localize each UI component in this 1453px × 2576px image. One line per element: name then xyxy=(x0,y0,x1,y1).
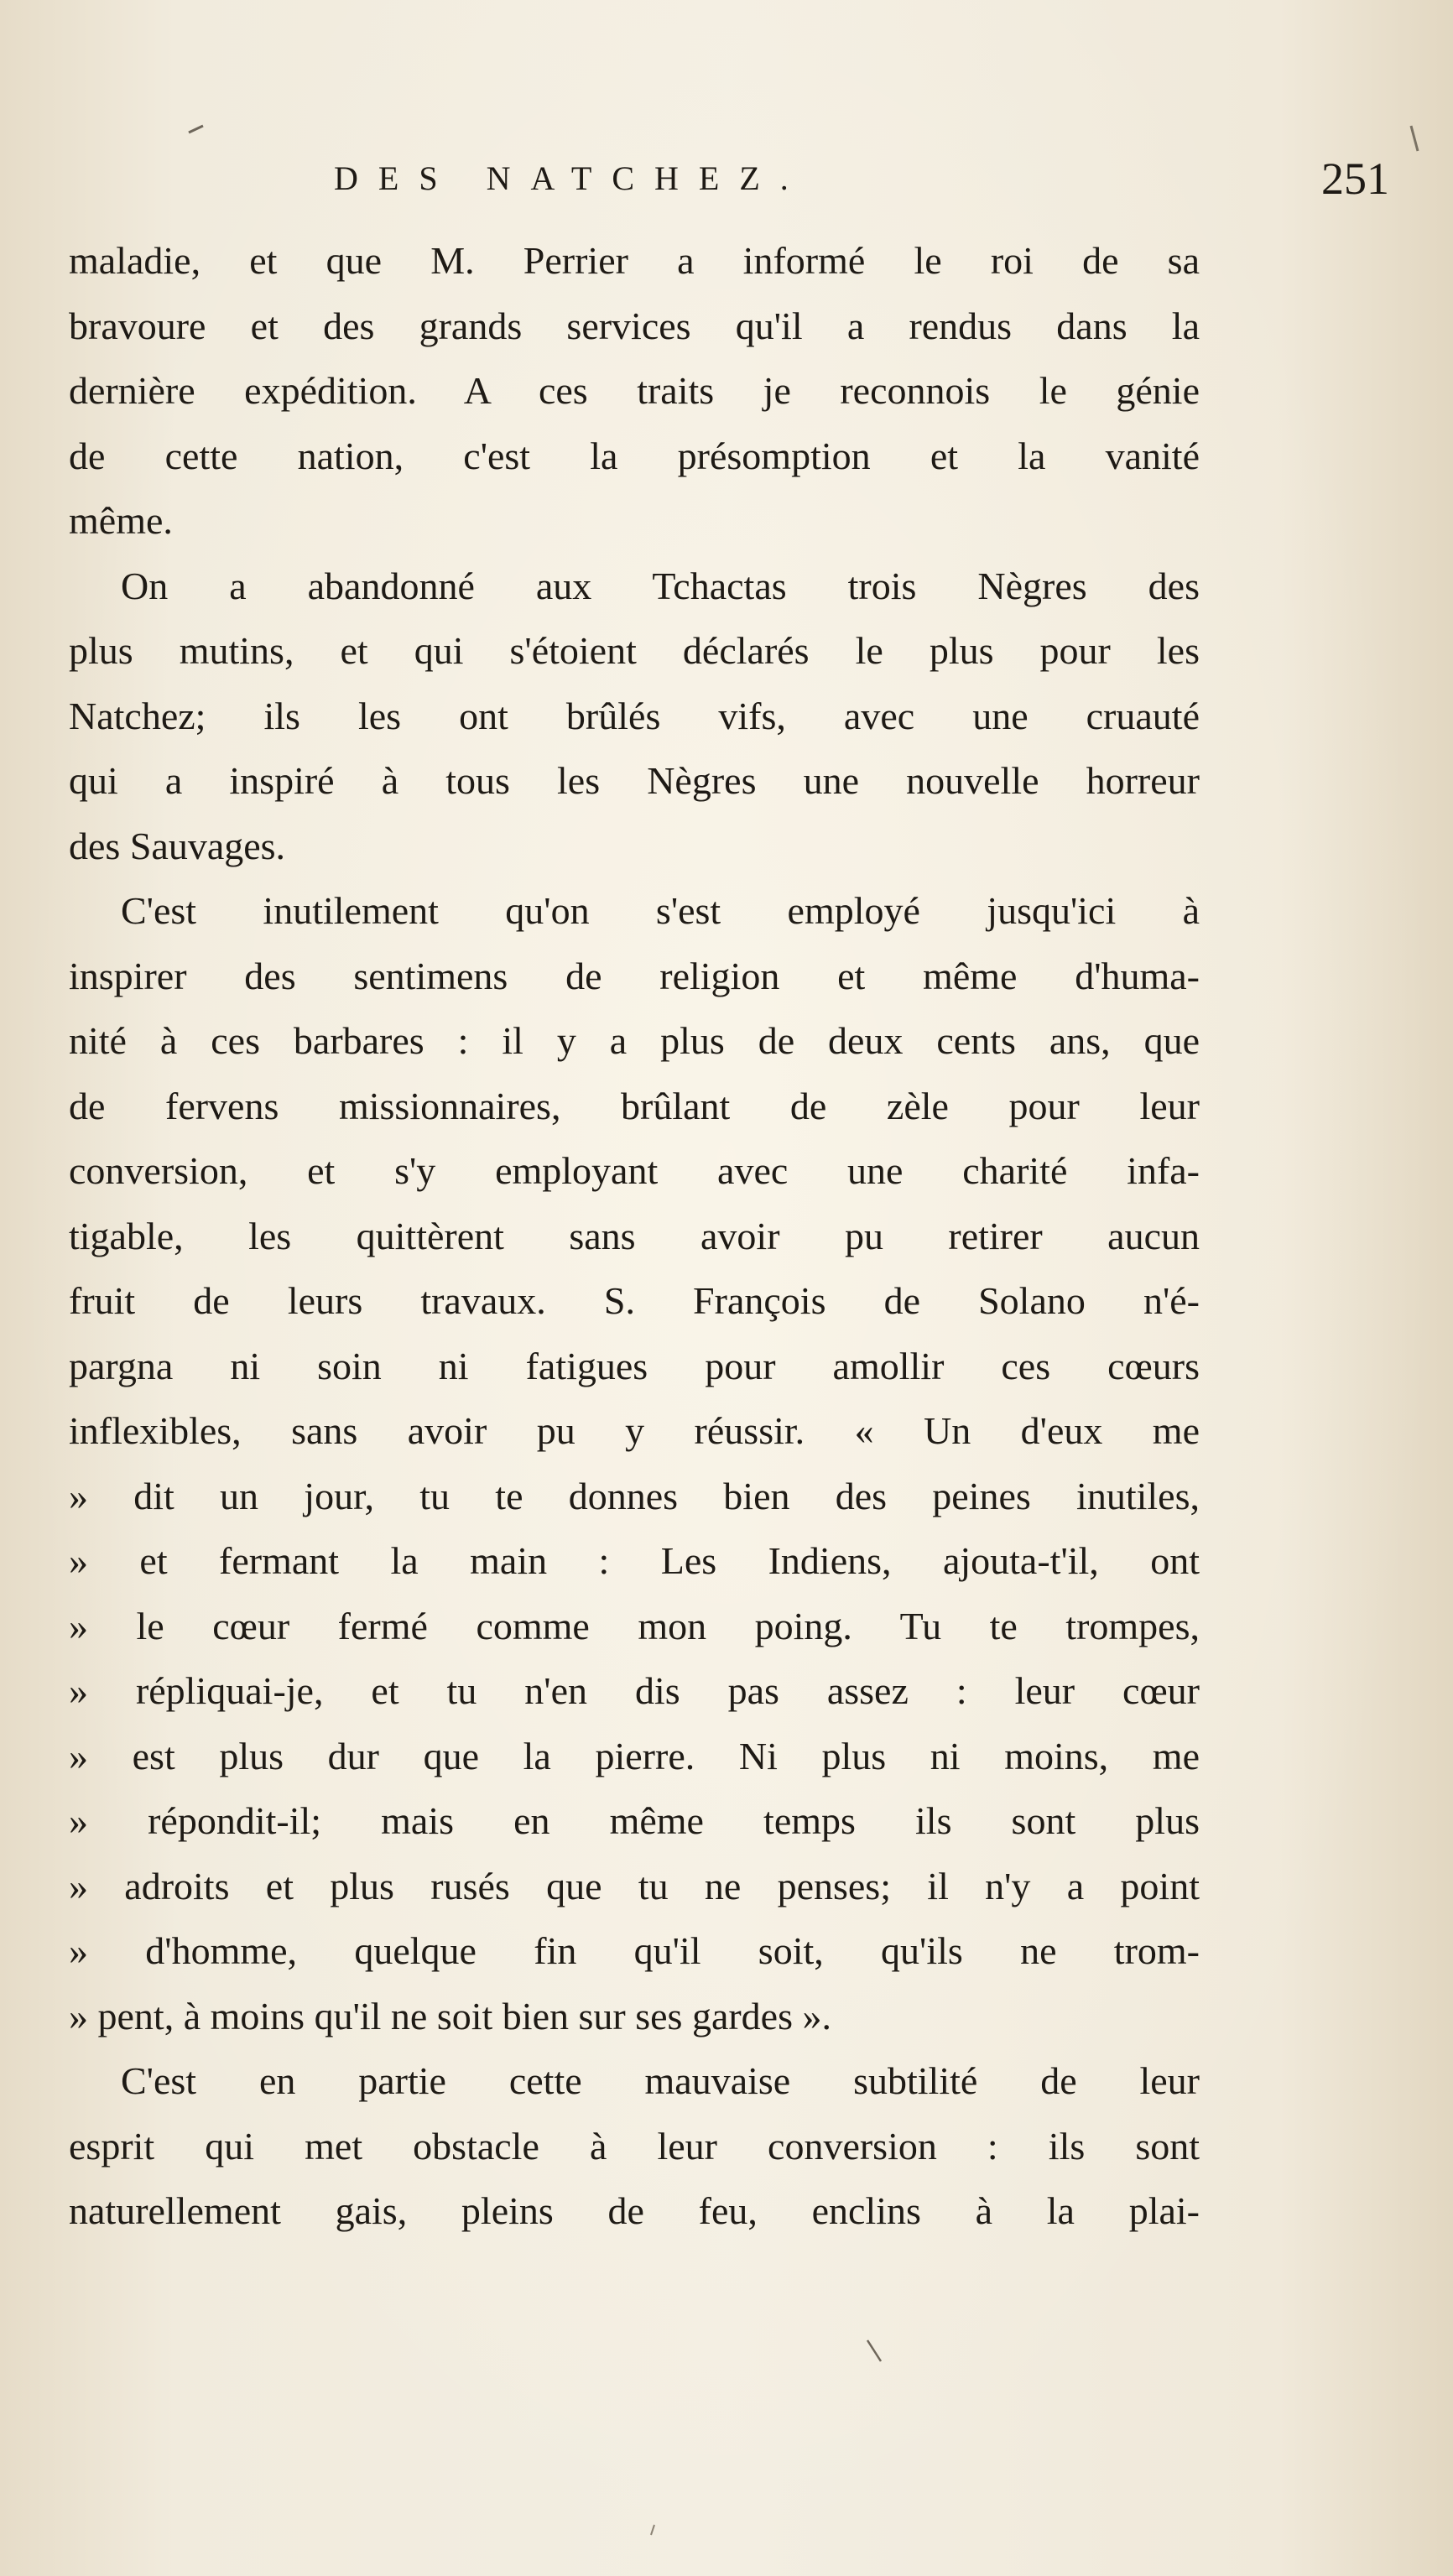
text-line: On a abandonné aux Tchactas trois Nègres des xyxy=(121,564,1200,607)
text-line: maladie, et que M. Perrier a informé le roi de sa xyxy=(69,239,1200,282)
text-line: naturellement gais, pleins de feu, enclins à la plai- xyxy=(69,2189,1200,2232)
text-line: bravoure et des grands services qu'il a rendus dans la xyxy=(69,304,1200,347)
text-line: » d'homme, quelque fin qu'il soit, qu'ils ne trom- xyxy=(69,1929,1200,1972)
text-line: qui a inspiré à tous les Nègres une nouvelle horreur xyxy=(69,759,1200,802)
text-line: plus mutins, et qui s'étoient déclarés le plus pour les xyxy=(69,629,1200,672)
text-line: » est plus dur que la pierre. Ni plus ni moins, me xyxy=(69,1734,1200,1777)
page-number: 251 xyxy=(1321,154,1389,204)
text-line: » et fermant la main : Les Indiens, ajouta-t'il, ont xyxy=(69,1539,1200,1582)
text-line: de cette nation, c'est la présomption et la vanité xyxy=(69,434,1200,477)
text-line: nité à ces barbares : il y a plus de deux cents ans, que xyxy=(69,1019,1200,1062)
text-line: Natchez; ils les ont brûlés vifs, avec une cruauté xyxy=(69,694,1200,737)
text-line: de fervens missionnaires, brûlant de zèle pour leur xyxy=(69,1084,1200,1127)
text-line: conversion, et s'y employant avec une charité infa- xyxy=(69,1149,1200,1192)
text-line: C'est en partie cette mauvaise subtilité de leur xyxy=(121,2059,1200,2102)
text-line: pargna ni soin ni fatigues pour amollir ces cœurs xyxy=(69,1344,1200,1387)
text-line: C'est inutilement qu'on s'est employé jusqu'ici à xyxy=(121,889,1200,932)
text-line: » pent, à moins qu'il ne soit bien sur ses gardes ». xyxy=(69,1994,831,2037)
text-line: inflexibles, sans avoir pu y réussir. « Un d'eux me xyxy=(69,1409,1200,1452)
text-line: des Sauvages. xyxy=(69,824,286,867)
text-line: dernière expédition. A ces traits je reconnois le génie xyxy=(69,369,1200,412)
running-title: DES NATCHEZ. xyxy=(334,159,809,197)
text-line: » répliquai-je, et tu n'en dis pas assez : leur cœur xyxy=(69,1669,1200,1712)
text-line: esprit qui met obstacle à leur conversion : ils sont xyxy=(69,2124,1200,2167)
text-line: » le cœur fermé comme mon poing. Tu te trompes, xyxy=(69,1604,1200,1647)
text-line: fruit de leurs travaux. S. François de Solano n'é- xyxy=(69,1279,1200,1322)
text-line: même. xyxy=(69,499,173,542)
text-line: » dit un jour, tu te donnes bien des peines inutiles, xyxy=(69,1474,1200,1517)
text-line: » adroits et plus rusés que tu ne penses; il n'y a point xyxy=(69,1864,1200,1907)
text-line: tigable, les quittèrent sans avoir pu retirer aucun xyxy=(69,1214,1200,1257)
text-line: inspirer des sentimens de religion et même d'huma- xyxy=(69,954,1200,997)
text-line: » répondit-il; mais en même temps ils sont plus xyxy=(69,1799,1200,1842)
